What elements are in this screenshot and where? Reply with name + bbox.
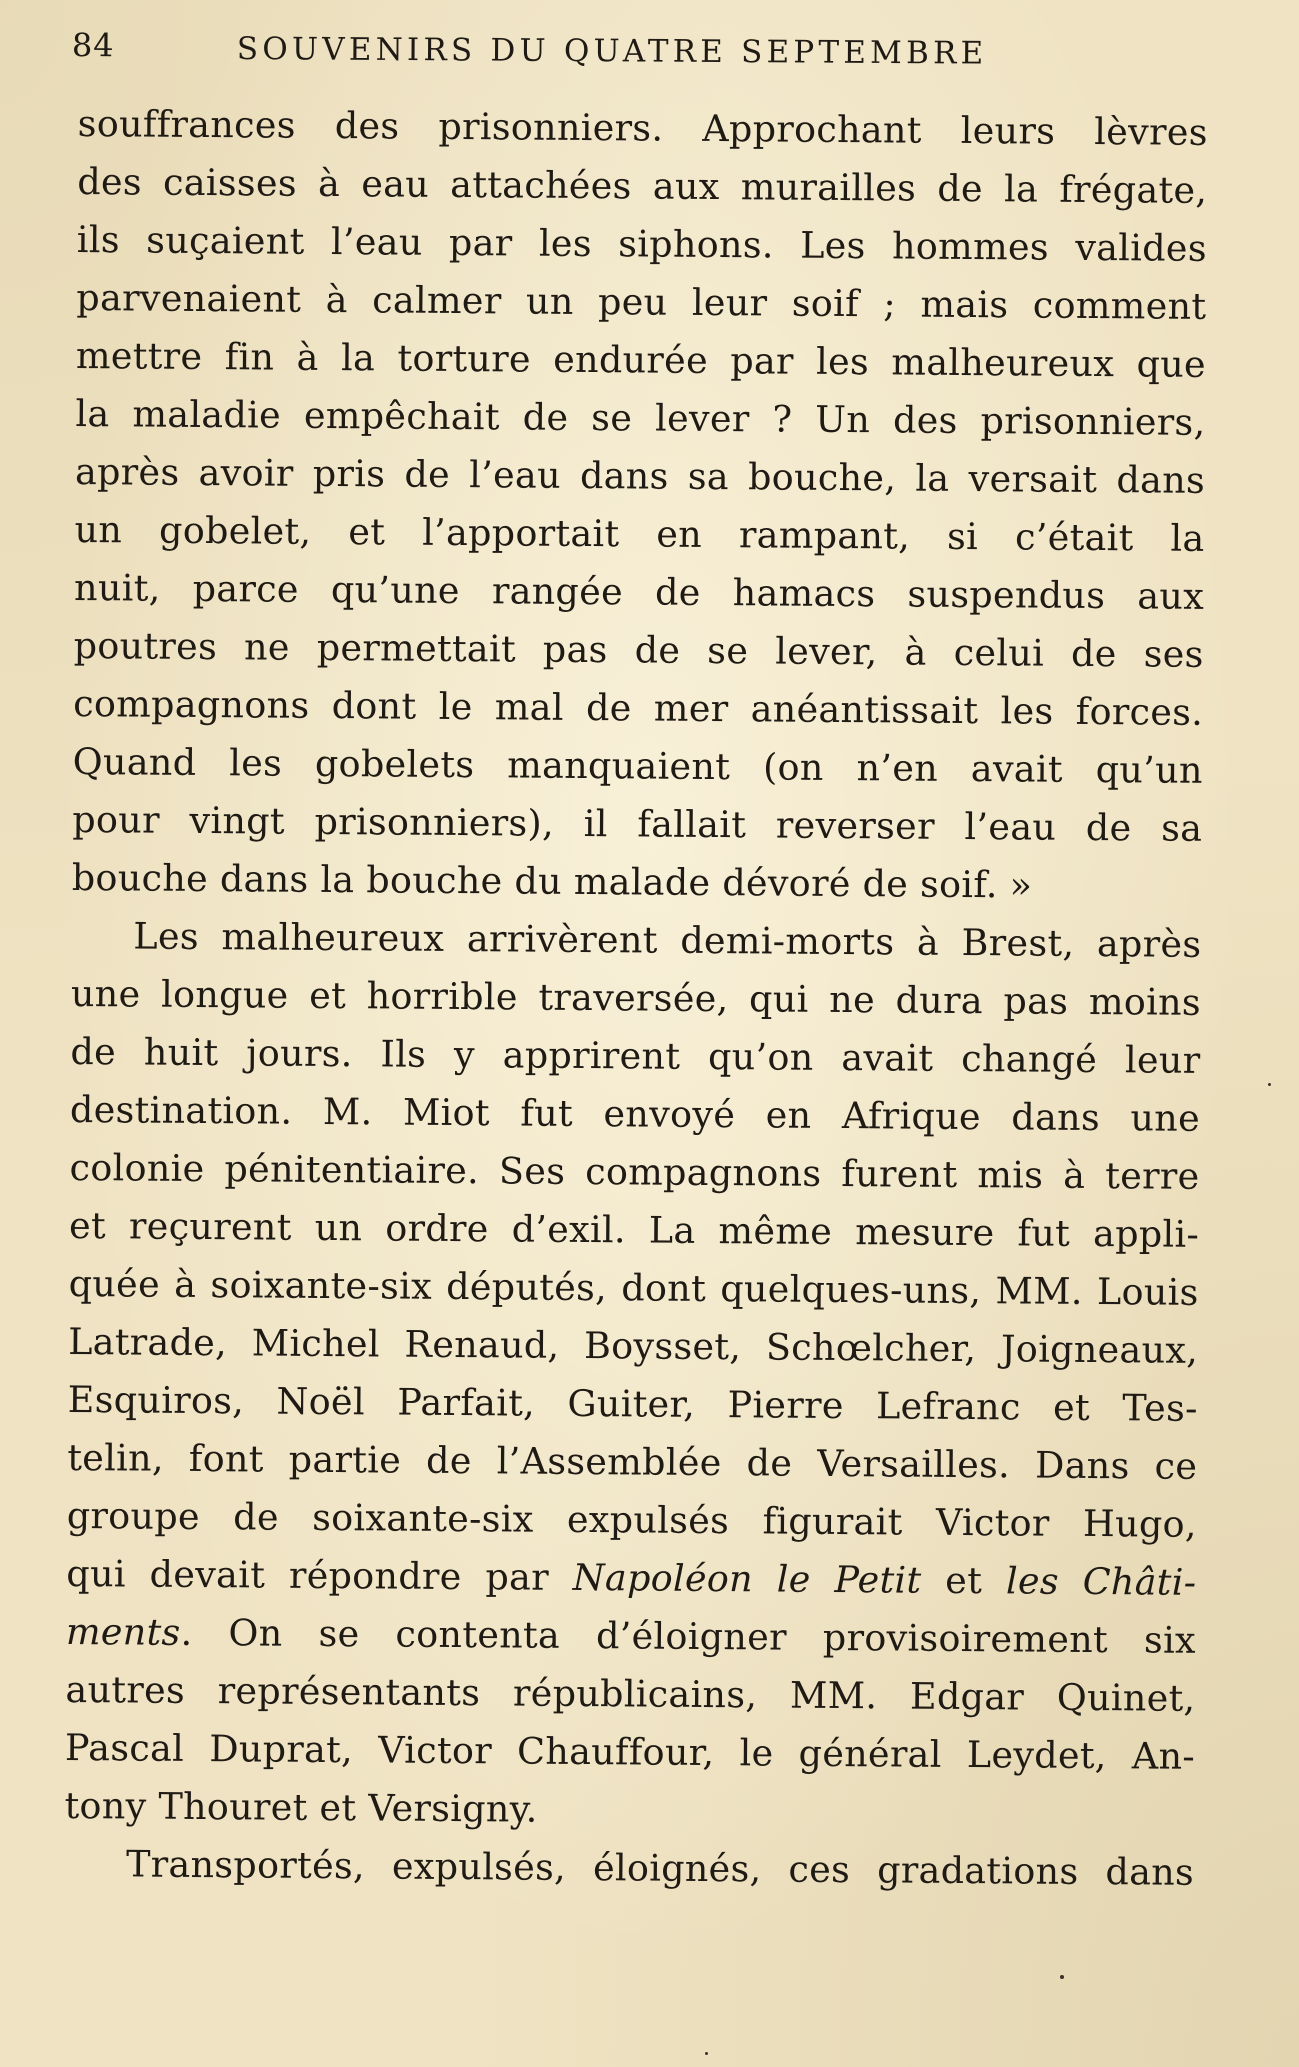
text-line: colonie pénitentiaire. Ses compagnons furent mis à terre	[69, 1145, 1200, 1198]
page-header	[72, 26, 1052, 82]
text-line: une longue et horrible traversée, qui ne dura pas moins	[70, 971, 1202, 1024]
text-line: souffrances des prisonniers. Approchant leurs lèvres	[77, 101, 1208, 154]
text-line: tony Thouret et Versigny.	[64, 1783, 538, 1831]
text-line: Latrade, Michel Renaud, Boysset, Schœlcher, Joigneaux,	[68, 1319, 1199, 1372]
body-text	[64, 95, 1208, 1902]
text-line: nuit, parce qu’une rangée de hamacs suspendus aux	[73, 565, 1205, 618]
book-title-napoleon-le-petit: Napoléon le Petit	[572, 1555, 922, 1602]
text-line: mettre fin à la torture endurée par les malheureux que	[75, 333, 1207, 386]
text-line: poutres ne permettait pas de se lever, à celui de ses	[73, 623, 1204, 676]
book-title-les-chatiments: les Châti-	[1005, 1559, 1197, 1604]
text-line-with-titles	[66, 1603, 1196, 1670]
page-number: 84	[71, 26, 115, 65]
text-segment: et	[921, 1558, 1007, 1603]
ink-speck	[1268, 1083, 1271, 1086]
book-title-les-chatiments-end: ments	[65, 1609, 181, 1654]
text-line: un gobelet, et l’apportait en rampant, si c’était la	[74, 507, 1205, 560]
text-line: parvenaient à calmer un peu leur soif ; mais comment	[76, 275, 1207, 328]
text-line: destination. M. Miot fut envoyé en Afrique dans une	[69, 1087, 1201, 1140]
text-line: telin, font partie de l’Assemblée de Versailles. Dans ce	[67, 1435, 1198, 1488]
text-line: Esquiros, Noël Parfait, Guiter, Pierre Lefranc et Tes-	[67, 1377, 1198, 1430]
text-line: ils suçaient l’eau par les siphons. Les hommes valides	[76, 217, 1207, 270]
text-line: Quand les gobelets manquaient (on n’en avait qu’un	[72, 739, 1203, 792]
text-line: des caisses à eau attachées aux murailles de la frégate,	[77, 159, 1208, 212]
text-line: groupe de soixante-six expulsés figurait Victor Hugo,	[66, 1493, 1197, 1546]
text-line: autres représentants républicains, MM. Edgar Quinet,	[65, 1667, 1196, 1720]
text-line: bouche dans la bouche du malade dévoré de soif. »	[71, 855, 1033, 907]
ink-speck	[1060, 1975, 1064, 1979]
text-line: et reçurent un ordre d’exil. La même mesure fut appli-	[68, 1203, 1200, 1256]
text-segment: . On se contenta d’éloigner provisoirement six	[180, 1610, 1197, 1662]
text-line: après avoir pris de l’eau dans sa bouche, la versait dans	[74, 449, 1206, 502]
text-line-with-titles	[66, 1545, 1196, 1612]
text-segment: qui devait répondre par	[66, 1551, 573, 1599]
running-head: SOUVENIRS DU QUATRE SEPTEMBRE	[236, 31, 988, 72]
text-line: compagnons dont le mal de mer anéantissait les forces.	[73, 681, 1204, 734]
text-line: pour vingt prisonniers), il fallait reverser l’eau de sa	[72, 797, 1203, 850]
ink-speck	[705, 2052, 708, 2055]
text-line: Pascal Duprat, Victor Chauffour, le général Leydet, An-	[64, 1725, 1196, 1778]
text-line: de huit jours. Ils y apprirent qu’on avait changé leur	[70, 1029, 1201, 1082]
text-line: quée à soixante-six députés, dont quelques-uns, MM. Louis	[68, 1261, 1199, 1314]
paragraph-start-line: Les malheureux arrivèrent demi-morts à Brest, après	[133, 914, 1202, 966]
text-line: la maladie empêchait de se lever ? Un des prisonniers,	[75, 391, 1206, 444]
paragraph-start-line: Transportés, expulsés, éloignés, ces gradations dans	[125, 1842, 1195, 1894]
